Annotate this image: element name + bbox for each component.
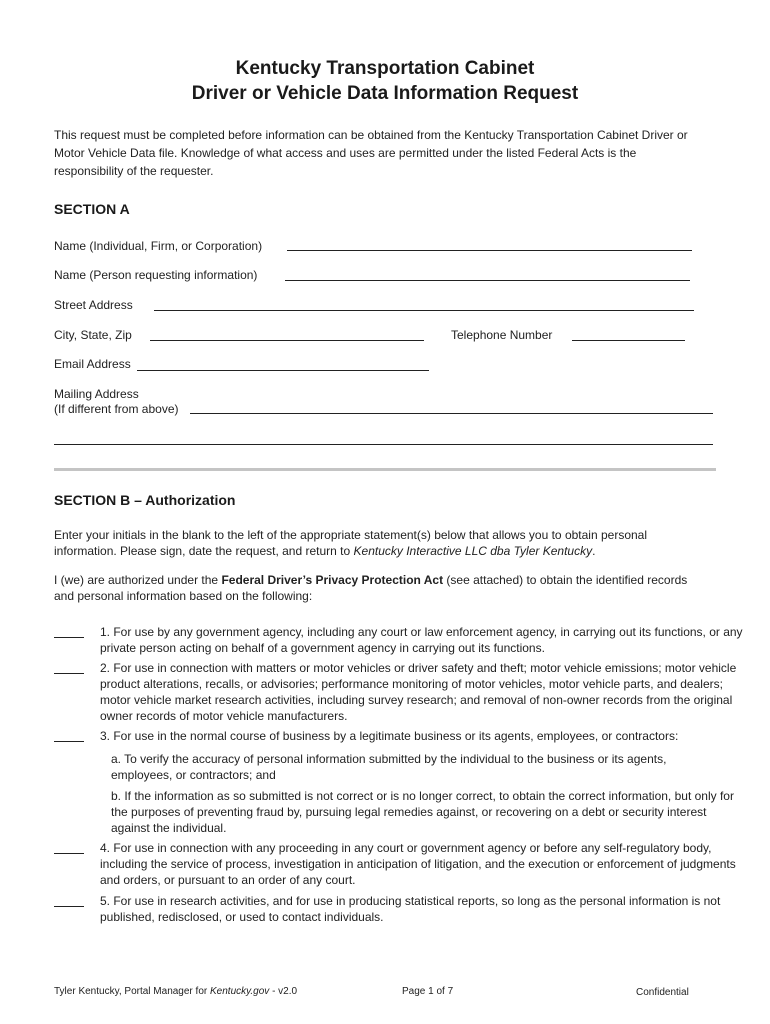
intro-paragraph: This request must be completed before information can be obtained from the Kentucky Transportation Cabinet Driver or Motor Vehicle Data file. Knowledge of what access and uses are permitted under the listed Federal Acts is the responsibility of the requester. (54, 128, 688, 178)
tyler-kentucky-name: Kentucky Interactive LLC dba Tyler Kentucky (353, 544, 593, 558)
dppa-act-name: Federal Driver’s Privacy Protection Act (221, 573, 444, 587)
initials-blank-3[interactable] (54, 741, 84, 742)
name-person-label: Name (Person requesting information) (54, 268, 258, 282)
authorization-item-3b: b. If the information as so submitted is not correct or is no longer correct, to obtain the correct information, but only for the purposes of preventing fraud by, pursuing legal remedies against, or recovering on a debt or security interest against the individual. (111, 789, 734, 835)
city-state-zip-label: City, State, Zip (54, 328, 132, 342)
initials-blank-5[interactable] (54, 906, 84, 907)
initials-blank-4[interactable] (54, 853, 84, 854)
name-entity-field[interactable] (287, 250, 692, 251)
authorization-item-4: 4. For use in connection with any proceeding in any court or government agency or before any self-regulatory body, including the service of process, investigation in anticipation of litigation, and the execution or enforcement of judgments and orders, or pursuant to an order of any court. (100, 841, 736, 887)
initials-blank-1[interactable] (54, 637, 84, 638)
mailing-address-field-2[interactable] (54, 444, 713, 445)
initials-blank-2[interactable] (54, 673, 84, 674)
mailing-address-note: (If different from above) (54, 402, 179, 416)
authorization-item-5: 5. For use in research activities, and for use in producing statistical reports, so long as the personal information is not published, redisclosed, or used to contact individuals. (100, 894, 721, 924)
footer-left: Tyler Kentucky, Portal Manager for Kentucky.gov - v2.0 (54, 986, 298, 997)
authorization-item-1: 1. For use by any government agency, including any court or law enforcement agency, in carrying out its functions, or any private person acting on behalf of a government agency in carrying out its functions. (100, 625, 743, 655)
name-entity-label: Name (Individual, Firm, or Corporation) (54, 239, 263, 253)
section-b-instructions: Enter your initials in the blank to the left of the appropriate statement(s) below that allows you to obtain personal information. Please sign, date the request, and return to Kentucky Interactive LLC dba Tyler Kentucky. (54, 528, 648, 558)
street-address-label: Street Address (54, 298, 133, 312)
email-label: Email Address (54, 357, 131, 371)
name-person-field[interactable] (285, 280, 690, 281)
telephone-field[interactable] (572, 340, 685, 341)
page-title: Kentucky Transportation Cabinet (235, 58, 535, 79)
mailing-address-label: Mailing Address (54, 387, 139, 401)
section-divider (54, 468, 716, 471)
email-field[interactable] (137, 370, 429, 371)
page-subtitle: Driver or Vehicle Data Information Request (191, 83, 579, 104)
section-a-heading: SECTION A (54, 201, 130, 217)
footer-confidential: Confidential (636, 987, 689, 998)
section-b-heading: SECTION B – Authorization (54, 492, 236, 508)
mailing-address-field[interactable] (190, 413, 713, 414)
telephone-label: Telephone Number (451, 328, 553, 342)
page-number: Page 1 of 7 (402, 986, 454, 997)
authorization-item-3a: a. To verify the accuracy of personal information submitted by the individual to the business or its agents, employees, or contractors; and (111, 752, 667, 782)
authorization-item-3: 3. For use in the normal course of business by a legitimate business or its agents, employees, or contractors: (100, 729, 679, 743)
authorization-item-2: 2. For use in connection with matters or motor vehicles or driver safety and theft; motor vehicle emissions; motor vehicle product alterations, recalls, or advisories; performance monitoring of motor vehicles, motor vehicle parts, and dealers; motor vehicle market research activities, including survey research; and removal of non-owner records from the original owner records of motor vehicle manufacturers. (100, 661, 737, 723)
city-state-zip-field[interactable] (150, 340, 424, 341)
authorization-statement: I (we) are authorized under the Federal Driver’s Privacy Protection Act (see attached) to obtain the identified records and personal information based on the following: (54, 573, 688, 603)
street-address-field[interactable] (154, 310, 694, 311)
